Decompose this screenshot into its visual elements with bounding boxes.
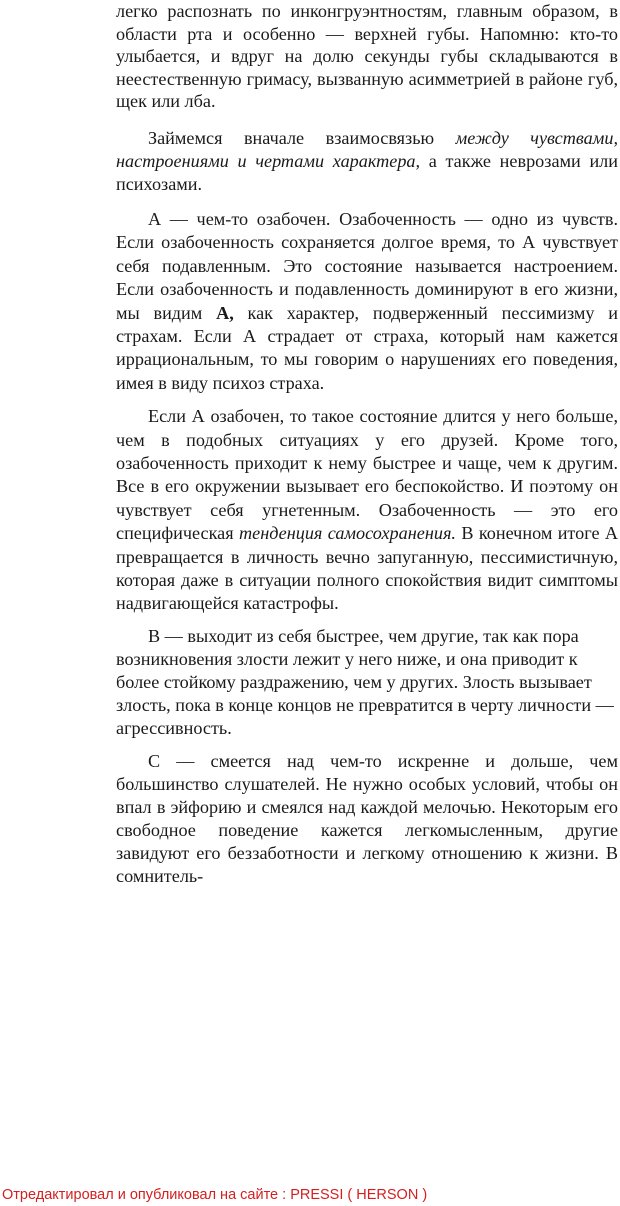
paragraph-6-text: С — смеется над чем-то искренне и дольше, чем большинство слушателей. Не нужно особых условий, чтобы он впал в эйфорию и смеялся над каждой мелочью. Некоторым его свободное поведение кажется легкомысленным, другие завидуют его беззаботности и легкому отношению к жизни. В сомнитель- <box>116 750 618 886</box>
paragraph-2-text-b: а также неврозами или психозами. <box>116 150 618 194</box>
paragraph-5 <box>116 625 618 740</box>
paragraph-4 <box>116 405 618 616</box>
paragraph-2 <box>116 127 618 196</box>
paragraph-5-text: В — выходит из себя быстрее, чем другие, так как пора возникновения злости лежит у него ниже, и она приводит к более стойкому раздражению, чем у других. Злость вызывает злость, пока в конце концов не превратится в черту личности — агрессивность. <box>116 625 614 738</box>
paragraph-2-italic-phrase: между чувствами, настроениями и чертами характера, <box>116 127 619 171</box>
paragraph-4-text-a: Если А озабочен, то такое состояние длится у него больше, чем в подобных ситуациях у его друзей. Кроме того, озабоченность приходит к нему быстрее и чаще, чем к другим. Все в его окружении вызывает его беспокойство. И поэтому он чувствует себя угнетенным. Озабоченность — это его специфическая <box>116 406 618 544</box>
paragraph-4-italic-phrase: тенденция самосохранения. <box>238 523 456 544</box>
paragraph-2-text-a: Займемся вначале взаимосвязью <box>148 127 456 148</box>
paragraph-3 <box>116 208 618 395</box>
paragraph-1 <box>116 0 618 113</box>
paragraph-3-bold-a: А, <box>216 302 234 323</box>
paragraph-3-text-b: как характер, подверженный пессимизму и страхам. Если А страдает от страха, который нам кажется иррациональным, то мы говорим о нарушениях его поведения, имея в виду психоз страха. <box>116 302 619 393</box>
paragraph-6 <box>116 750 618 888</box>
footer-credit: Отредактировал и опубликовал на сайте : PRESSI ( HERSON ) <box>2 1187 428 1203</box>
paragraph-4-text-b: В конечном итоге А превращается в личность вечно запуганную, пессимистичную, которая даже в ситуации полного спокойствия видит симптомы надвигающейся катастрофы. <box>116 523 619 614</box>
paragraph-1-text: легко распознать по инконгруэнтностям, главным образом, в области рта и особенно — верхней губы. Напомню: кто-то улыбается, и вдруг на долю секунды губы складываются в неестественную гримасу, вызванную асимметрией в районе губ, щек или лба. <box>116 1 618 112</box>
paragraph-3-text-a: А — чем-то озабочен. Озабоченность — одно из чувств. Если озабоченность сохраняется долгое время, то А чувствует себя подавленным. Это состояние называется настроением. Если озабоченность и подавленность доминируют в его жизни, мы видим <box>116 208 618 323</box>
document-page <box>116 0 618 888</box>
